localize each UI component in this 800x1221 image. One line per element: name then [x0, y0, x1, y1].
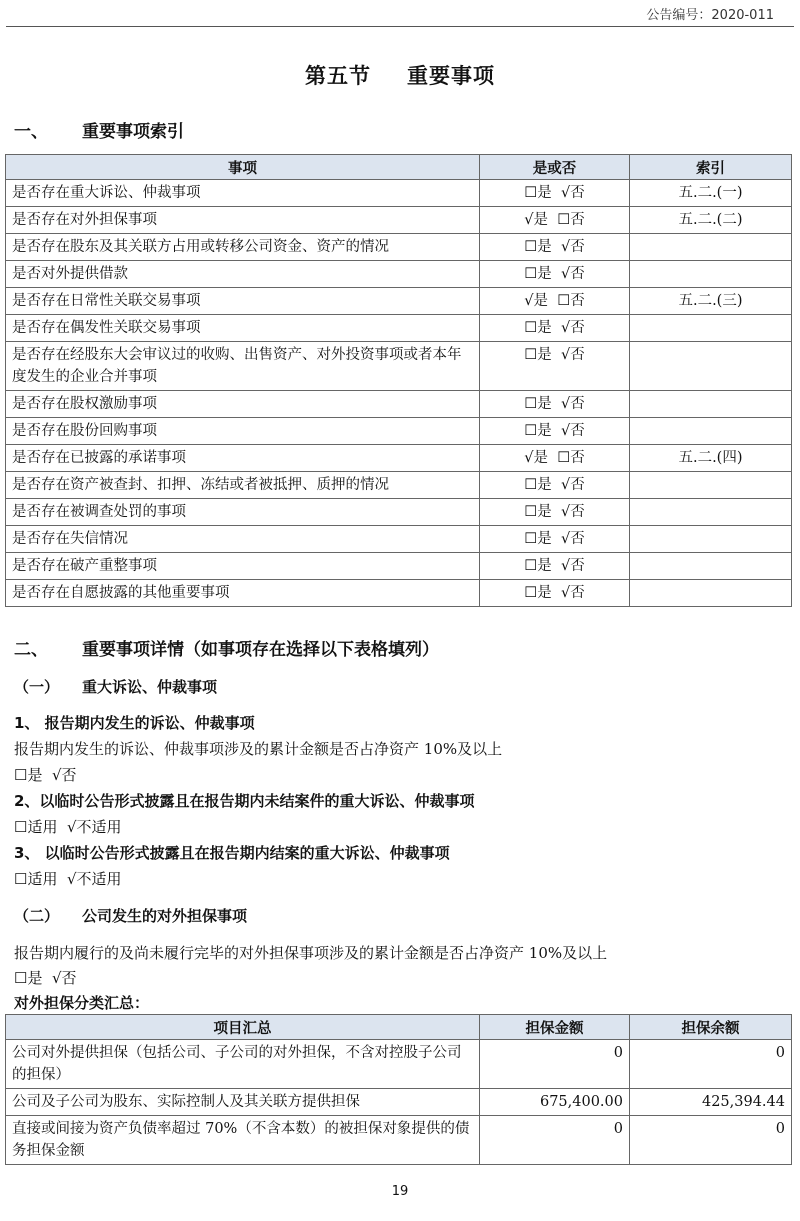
section1-heading — [14, 117, 184, 142]
guarantee-col-balance: 担保余额 — [630, 1015, 792, 1040]
section1-number: 一、 — [14, 122, 48, 142]
sub1-item3-choice: ☐适用 √不适用 — [14, 870, 122, 888]
sub1-heading — [14, 676, 217, 697]
section2-number: 二、 — [14, 640, 48, 660]
guarantee-item-cell: 公司及子公司为股东、实际控制人及其关联方提供担保 — [6, 1089, 480, 1116]
index-item-cell: 是否存在已披露的承诺事项 — [6, 445, 480, 472]
index-ref-cell — [630, 261, 792, 288]
table-row — [6, 418, 792, 445]
index-item-cell: 是否存在资产被查封、扣押、冻结或者被抵押、质押的情况 — [6, 472, 480, 499]
sub1-title: 重大诉讼、仲裁事项 — [82, 678, 218, 696]
table-row — [6, 288, 792, 315]
guarantee-summary-heading: 对外担保分类汇总： — [14, 994, 150, 1012]
index-answer-cell: √是 ☐否 — [480, 445, 630, 472]
sub1-item1-heading: 1、 报告期内发生的诉讼、仲裁事项 — [14, 714, 255, 732]
table-row — [6, 499, 792, 526]
table-row — [6, 580, 792, 607]
index-item-cell: 是否存在经股东大会审议过的收购、出售资产、对外投资事项或者本年度发生的企业合并事项 — [6, 342, 480, 391]
index-ref-cell: 五.二.(一) — [630, 180, 792, 207]
sub2-choice: ☐是 √否 — [14, 969, 77, 987]
guarantee-balance-cell: 0 — [630, 1116, 792, 1165]
table-row — [6, 445, 792, 472]
guarantee-table — [5, 1014, 792, 1165]
index-ref-cell — [630, 234, 792, 261]
table-row — [6, 342, 792, 391]
index-ref-cell — [630, 315, 792, 342]
index-ref-cell — [630, 342, 792, 391]
section-title-part1: 第五节 — [305, 64, 371, 88]
section2-heading — [14, 635, 439, 660]
index-item-cell: 是否存在自愿披露的其他重要事项 — [6, 580, 480, 607]
index-answer-cell: √是 ☐否 — [480, 288, 630, 315]
index-item-cell: 是否存在日常性关联交易事项 — [6, 288, 480, 315]
guarantee-amount-cell: 0 — [480, 1116, 630, 1165]
section-title — [0, 60, 800, 90]
index-answer-cell: ☐是 √否 — [480, 342, 630, 391]
index-item-cell: 是否存在股东及其关联方占用或转移公司资金、资产的情况 — [6, 234, 480, 261]
table-row — [6, 315, 792, 342]
index-answer-cell: ☐是 √否 — [480, 180, 630, 207]
index-item-cell: 是否存在被调查处罚的事项 — [6, 499, 480, 526]
index-ref-cell: 五.二.(二) — [630, 207, 792, 234]
index-ref-cell — [630, 526, 792, 553]
sub2-number: （二） — [14, 907, 60, 925]
index-ref-cell — [630, 580, 792, 607]
guarantee-col-item: 项目汇总 — [6, 1015, 480, 1040]
guarantee-col-amount: 担保金额 — [480, 1015, 630, 1040]
guarantee-amount-cell: 0 — [480, 1040, 630, 1089]
table-row — [6, 472, 792, 499]
index-answer-cell: ☐是 √否 — [480, 315, 630, 342]
index-answer-cell: ☐是 √否 — [480, 418, 630, 445]
sub2-title: 公司发生的对外担保事项 — [82, 907, 248, 925]
index-item-cell: 是否存在对外担保事项 — [6, 207, 480, 234]
index-answer-cell: ☐是 √否 — [480, 391, 630, 418]
index-ref-cell: 五.二.(四) — [630, 445, 792, 472]
table-row — [6, 526, 792, 553]
index-item-cell: 是否存在失信情况 — [6, 526, 480, 553]
table-row — [6, 1040, 792, 1089]
announcement-number: 公告编号：2020-011 — [646, 8, 774, 23]
table-row — [6, 553, 792, 580]
guarantee-table-header — [6, 1015, 792, 1040]
index-answer-cell: ☐是 √否 — [480, 553, 630, 580]
index-col-answer: 是或否 — [480, 155, 630, 180]
table-row — [6, 234, 792, 261]
index-answer-cell: ☐是 √否 — [480, 261, 630, 288]
table-row — [6, 1089, 792, 1116]
sub1-item2-heading: 2、以临时公告形式披露且在报告期内未结案件的重大诉讼、仲裁事项 — [14, 792, 475, 810]
guarantee-item-cell: 公司对外提供担保（包括公司、子公司的对外担保，不含对控股子公司的担保） — [6, 1040, 480, 1089]
index-col-index: 索引 — [630, 155, 792, 180]
section-title-part2: 重要事项 — [407, 64, 495, 88]
table-row — [6, 391, 792, 418]
table-row — [6, 180, 792, 207]
sub2-heading — [14, 905, 247, 926]
index-answer-cell: ☐是 √否 — [480, 499, 630, 526]
sub2-text: 报告期内履行的及尚未履行完毕的对外担保事项涉及的累计金额是否占净资产 10%及以上 — [14, 944, 608, 962]
index-item-cell: 是否存在重大诉讼、仲裁事项 — [6, 180, 480, 207]
guarantee-item-cell: 直接或间接为资产负债率超过 70%（不含本数）的被担保对象提供的债务担保金额 — [6, 1116, 480, 1165]
index-ref-cell — [630, 391, 792, 418]
index-ref-cell — [630, 472, 792, 499]
index-table — [5, 154, 792, 607]
guarantee-balance-cell: 0 — [630, 1040, 792, 1089]
index-ref-cell — [630, 553, 792, 580]
index-table-header — [6, 155, 792, 180]
sub1-number: （一） — [14, 678, 60, 696]
index-ref-cell — [630, 499, 792, 526]
guarantee-amount-cell: 675,400.00 — [480, 1089, 630, 1116]
sub1-item1-choice: ☐是 √否 — [14, 766, 77, 784]
table-row — [6, 1116, 792, 1165]
index-item-cell: 是否存在股权激励事项 — [6, 391, 480, 418]
sub1-item3-heading: 3、 以临时公告形式披露且在报告期内结案的重大诉讼、仲裁事项 — [14, 844, 450, 862]
index-item-cell: 是否存在破产重整事项 — [6, 553, 480, 580]
index-ref-cell — [630, 418, 792, 445]
section2-title: 重要事项详情（如事项存在选择以下表格填列） — [82, 640, 439, 660]
index-answer-cell: ☐是 √否 — [480, 526, 630, 553]
guarantee-balance-cell: 425,394.44 — [630, 1089, 792, 1116]
index-ref-cell: 五.二.(三) — [630, 288, 792, 315]
page-number: 19 — [391, 1184, 409, 1199]
section1-title: 重要事项索引 — [82, 122, 184, 142]
index-item-cell: 是否对外提供借款 — [6, 261, 480, 288]
header-divider — [6, 26, 794, 27]
index-answer-cell: ☐是 √否 — [480, 580, 630, 607]
table-row — [6, 207, 792, 234]
sub1-item2-choice: ☐适用 √不适用 — [14, 818, 122, 836]
table-row — [6, 261, 792, 288]
index-answer-cell: ☐是 √否 — [480, 234, 630, 261]
index-item-cell: 是否存在股份回购事项 — [6, 418, 480, 445]
index-answer-cell: ☐是 √否 — [480, 472, 630, 499]
sub1-item1-text: 报告期内发生的诉讼、仲裁事项涉及的累计金额是否占净资产 10%及以上 — [14, 740, 503, 758]
index-answer-cell: √是 ☐否 — [480, 207, 630, 234]
index-col-item: 事项 — [6, 155, 480, 180]
index-item-cell: 是否存在偶发性关联交易事项 — [6, 315, 480, 342]
